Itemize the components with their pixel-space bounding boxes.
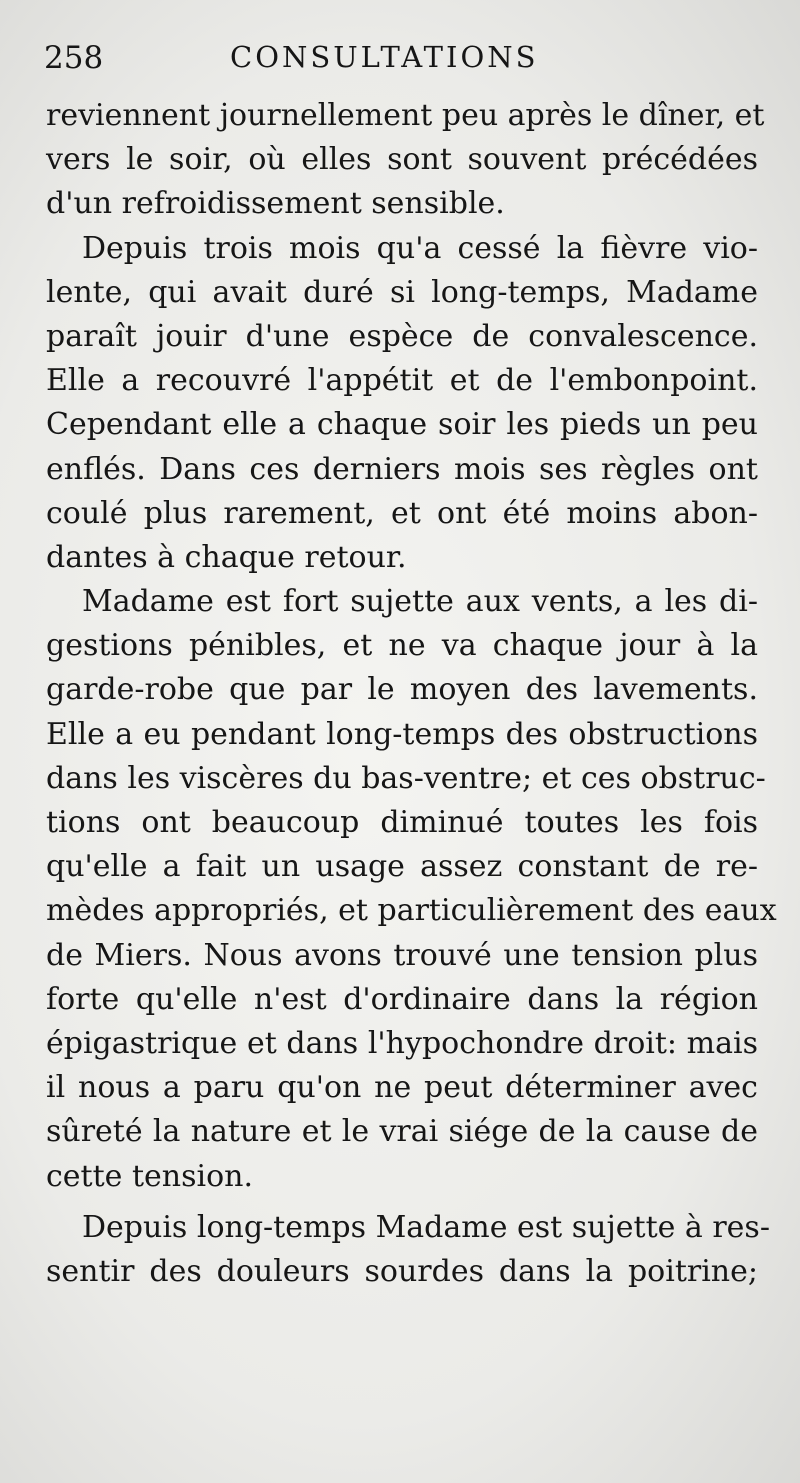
text-line: dans les viscères du bas-ventre; et ces obstruc- [46, 760, 766, 796]
text-line: Elle a recouvré l'appétit et de l'embonpoint. [46, 363, 758, 399]
text-line: tions ont beaucoup diminué toutes les fois [46, 805, 758, 840]
text-line: paraît jouir d'une espèce de convalescence. [46, 318, 758, 354]
text-line: il nous a paru qu'on ne peut déterminer avec [46, 1070, 758, 1106]
running-head: CONSULTATIONS [230, 40, 539, 74]
text-line: Depuis long-temps Madame est sujette à res- [82, 1209, 770, 1245]
text-line: d'un refroidissement sensible. [46, 186, 505, 222]
page-header [44, 40, 764, 84]
paragraph-3 [46, 580, 777, 1199]
body-text [46, 94, 777, 1294]
paragraph-2 [46, 227, 758, 581]
text-line: qu'elle a fait un usage assez constant de re- [46, 849, 758, 885]
text-line: de Miers. Nous avons trouvé une tension plus [46, 937, 758, 973]
text-line: lente, qui avait duré si long-temps, Madame [46, 274, 758, 310]
paragraph-gap [46, 1199, 758, 1206]
text-line: sûreté la nature et le vrai siége de la cause de [46, 1114, 758, 1150]
page-number: 258 [44, 40, 104, 76]
text-line: enflés. Dans ces derniers mois ses règles ont [46, 451, 758, 487]
text-line: dantes à chaque retour. [46, 539, 407, 575]
text-line: Depuis trois mois qu'a cessé la fièvre vio- [82, 230, 758, 266]
text-line: cette tension. [46, 1158, 253, 1194]
text-line: sentir des douleurs sourdes dans la poitrine; [46, 1253, 758, 1289]
paragraph-1 [46, 94, 765, 227]
text-line: Madame est fort sujette aux vents, a les di- [82, 584, 758, 620]
text-line: vers le soir, où elles sont souvent précédées [46, 142, 758, 178]
paragraph-4 [46, 1206, 770, 1294]
text-line: garde-robe que par le moyen des lavements. [46, 672, 758, 708]
text-line: coulé plus rarement, et ont été moins abon- [46, 495, 758, 531]
text-line: forte qu'elle n'est d'ordinaire dans la région [46, 981, 758, 1017]
text-line: reviennent journellement peu après le dîner, et [46, 98, 765, 133]
text-line: Cependant elle a chaque soir les pieds un peu [46, 407, 758, 443]
text-line: gestions pénibles, et ne va chaque jour à la [46, 628, 758, 664]
text-line: Elle a eu pendant long-temps des obstructions [46, 716, 758, 752]
text-line: épigastrique et dans l'hypochondre droit: mais [46, 1025, 758, 1061]
text-line: mèdes appropriés, et particulièrement des eaux [46, 893, 777, 929]
